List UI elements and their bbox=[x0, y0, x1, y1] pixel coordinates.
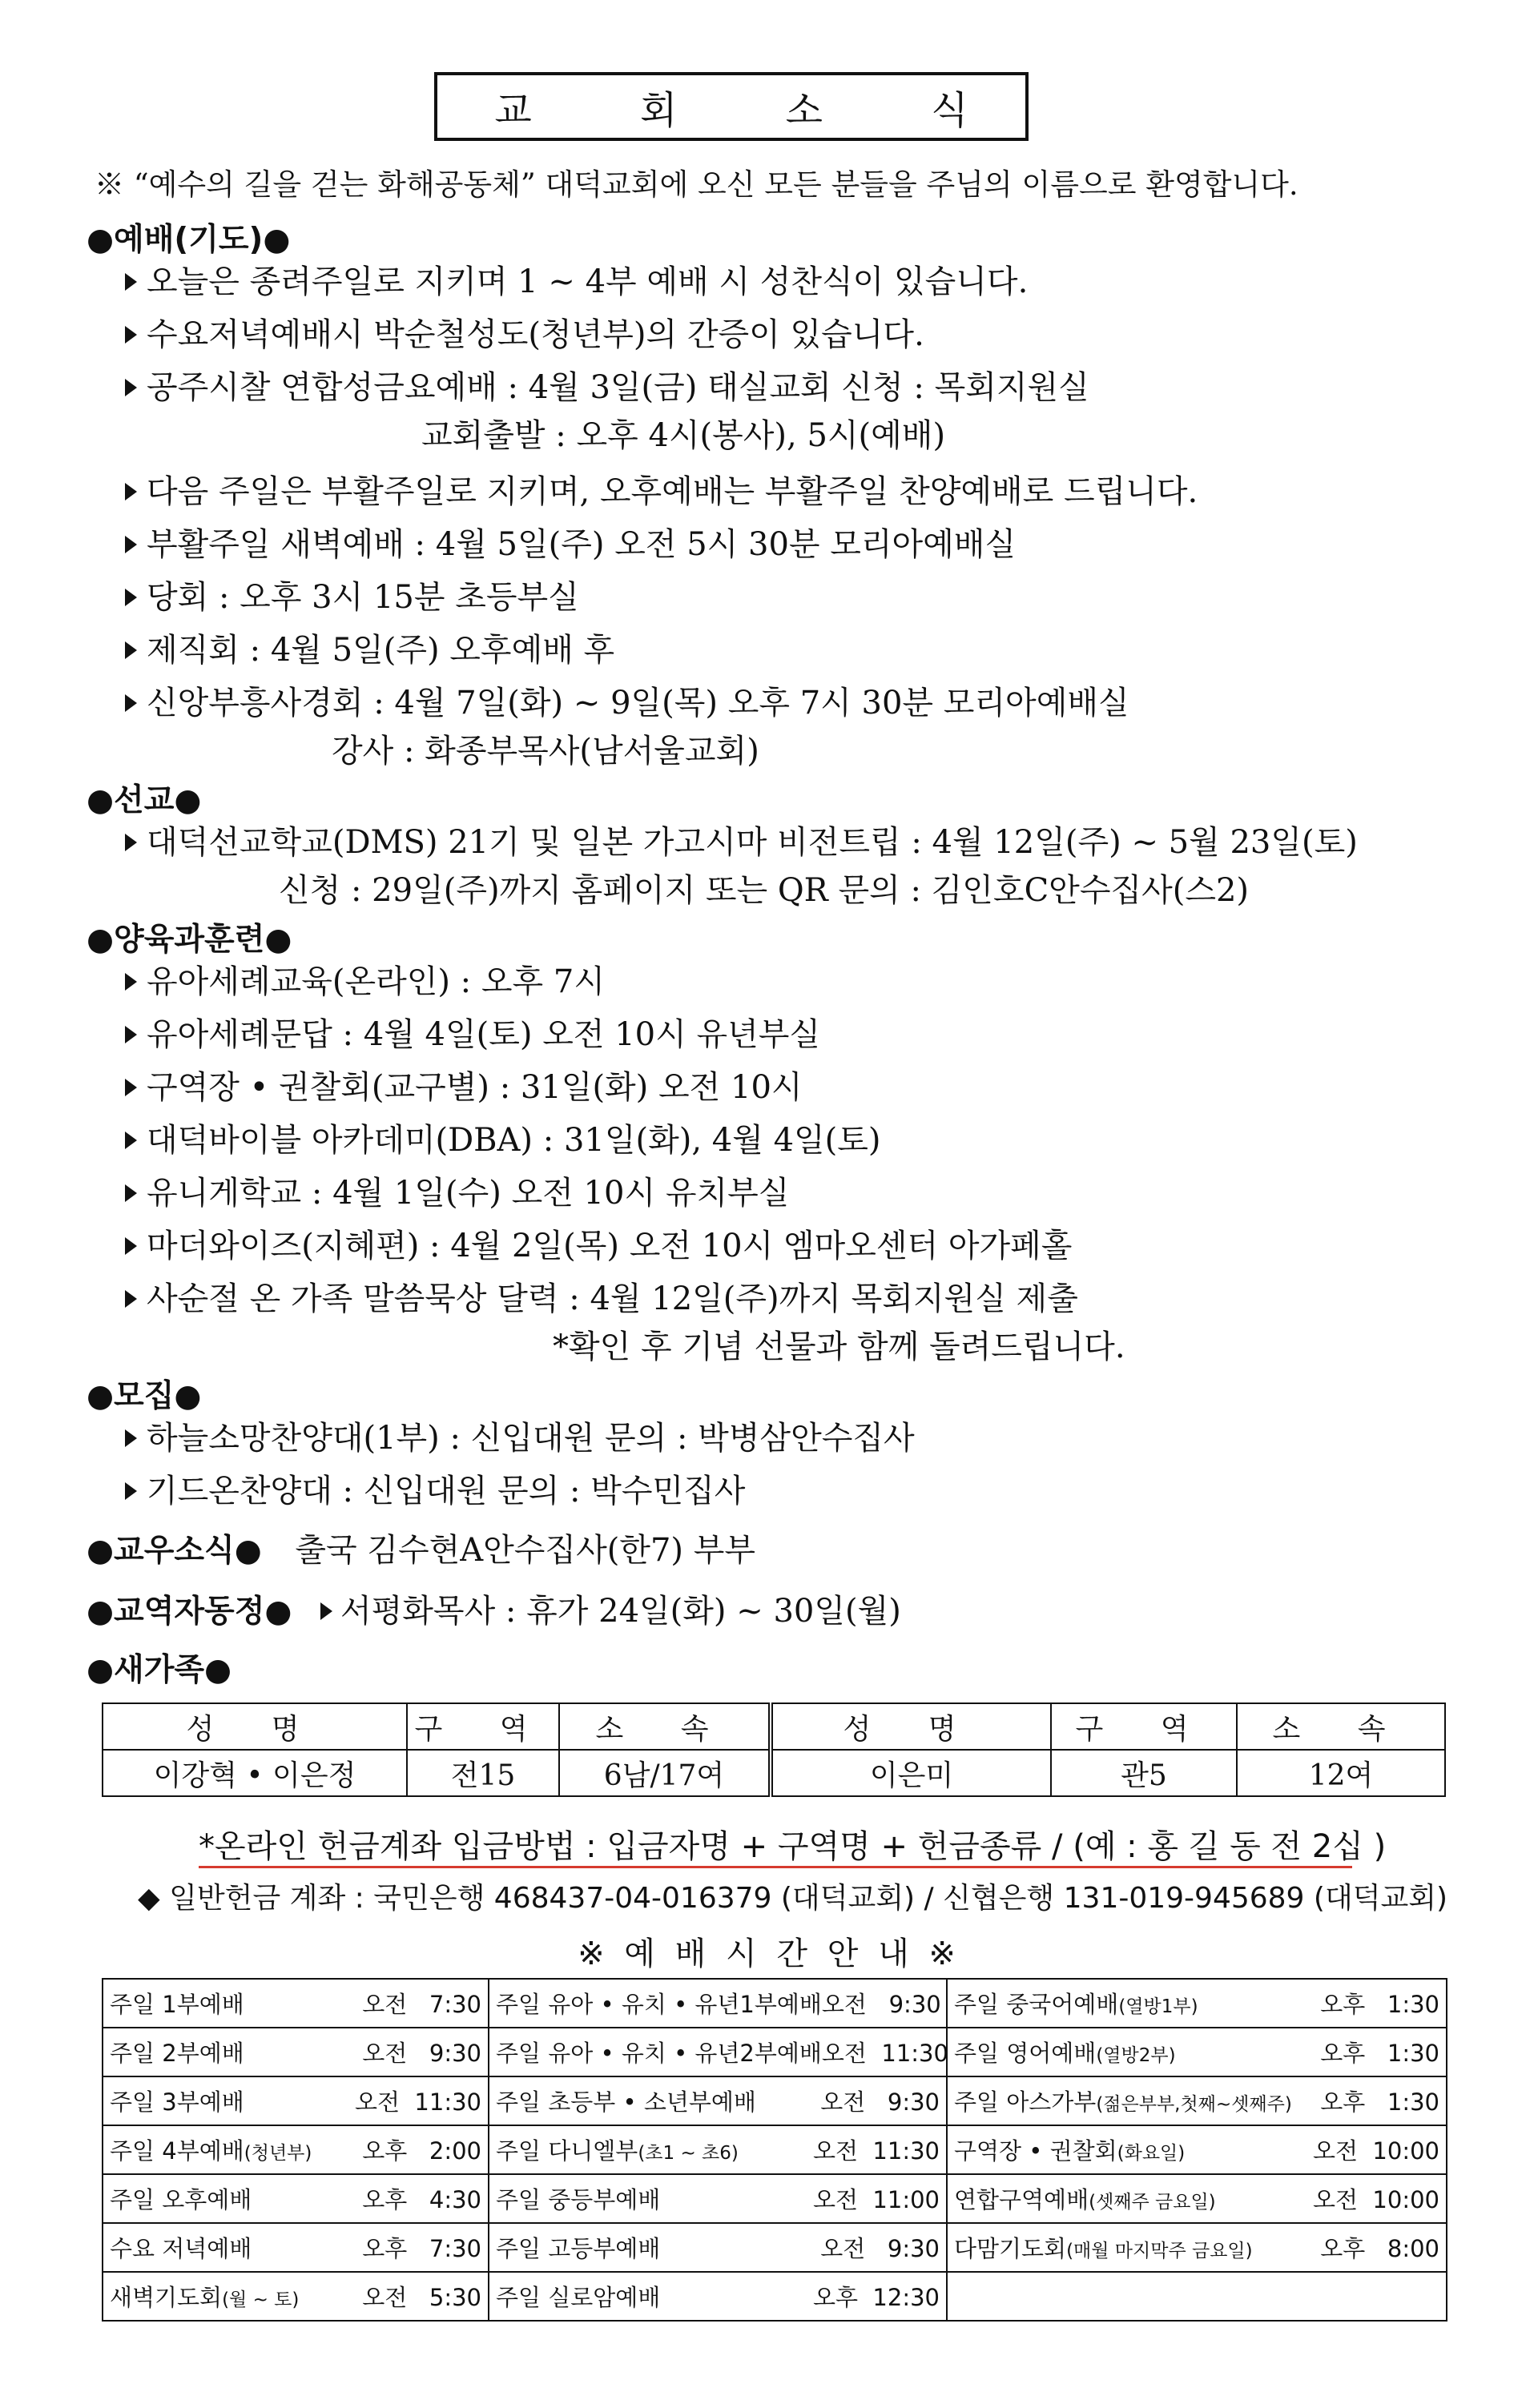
section-worship-head: ●예배(기도)● bbox=[87, 222, 291, 258]
schedule-cell bbox=[103, 2028, 489, 2076]
bullet-triangle-icon bbox=[125, 1482, 137, 1500]
table-row bbox=[103, 2076, 1447, 2125]
bullet-triangle-icon bbox=[125, 834, 137, 851]
worship-item-8: 신앙부흥사경회 : 4월 7일(화) ~ 9일(목) 오후 7시 30분 모리아예배실 bbox=[125, 677, 1129, 723]
schedule-cell bbox=[103, 2076, 489, 2125]
service-name bbox=[110, 2084, 244, 2117]
bullet-triangle-icon bbox=[320, 1602, 332, 1620]
offering-method: *온라인 헌금계좌 입금방법 : 입금자명 + 구역명 + 헌금종류 / (예 : 홍 길 동 전 2십 ) bbox=[199, 1828, 1387, 1865]
service-name bbox=[954, 2084, 1292, 2117]
service-label: 수요 저녁예배 bbox=[110, 2235, 252, 2262]
schedule-cell bbox=[103, 2272, 489, 2321]
service-time: 오후 7:30 bbox=[362, 2235, 481, 2262]
service-time: 오후 1:30 bbox=[1320, 2088, 1439, 2116]
table-cell: 12여 bbox=[1237, 1750, 1445, 1796]
section-newfamily-head: ●새가족● bbox=[87, 1652, 232, 1688]
bullet-triangle-icon bbox=[125, 973, 137, 991]
service-name bbox=[496, 2182, 660, 2215]
worship-item-1: 오늘은 종려주일로 지키며 1 ~ 4부 예배 시 성찬식이 있습니다. bbox=[125, 256, 1028, 302]
table-cell: 이은미 bbox=[771, 1750, 1051, 1796]
service-name bbox=[954, 1987, 1198, 2020]
service-note: (젊은부부,첫째~셋째주) bbox=[1096, 2094, 1292, 2115]
service-name bbox=[954, 2036, 1176, 2068]
recruit-item-2: 기드온찬양대 : 신입대원 문의 : 박수민집사 bbox=[125, 1465, 745, 1511]
service-label: 주일 실로암예배 bbox=[496, 2284, 661, 2311]
welcome-text: ※ “예수의 길을 걷는 화해공동체” 대덕교회에 오신 모든 분들을 주님의 이름으로 환영합니다. bbox=[95, 167, 1298, 202]
service-label: 연합구역예배 bbox=[954, 2186, 1089, 2213]
bullet-triangle-icon bbox=[125, 694, 137, 712]
recruit-item-1: 하늘소망찬양대(1부) : 신입대원 문의 : 박병삼안수집사 bbox=[125, 1413, 915, 1458]
worship-item-3: 공주시찰 연합성금요예배 : 4월 3일(금) 태실교회 신청 : 목회지원실 bbox=[125, 362, 1089, 408]
bullet-triangle-icon bbox=[125, 1079, 137, 1096]
col-header: 소 속 bbox=[1237, 1703, 1445, 1750]
col-header: 구 역 bbox=[1051, 1703, 1237, 1750]
service-time: 오전 11:30 bbox=[821, 2040, 948, 2067]
bullet-triangle-icon bbox=[125, 1429, 137, 1447]
service-name bbox=[496, 1987, 822, 2020]
col-header: 성 명 bbox=[103, 1703, 407, 1750]
service-time: 오전 10:00 bbox=[1312, 2137, 1439, 2165]
worship-item-2: 수요저녁예배시 박순철성도(청년부)의 간증이 있습니다. bbox=[125, 309, 924, 355]
bullet-triangle-icon bbox=[125, 1184, 137, 1202]
service-label: 주일 중국어예배 bbox=[954, 1991, 1119, 2018]
schedule-title: ※ 예 배 시 간 안 내 ※ bbox=[578, 1936, 960, 1972]
col-header: 소 속 bbox=[559, 1703, 771, 1750]
table-row bbox=[103, 1750, 1445, 1796]
training-item-2: 유아세례문답 : 4월 4일(토) 오전 10시 유년부실 bbox=[125, 1009, 820, 1055]
service-time: 오전 9:30 bbox=[362, 2040, 481, 2067]
bullet-triangle-icon bbox=[125, 379, 137, 396]
training-item-1: 유아세례교육(온라인) : 오후 7시 bbox=[125, 956, 605, 1002]
schedule-cell bbox=[947, 2272, 1447, 2321]
service-name bbox=[496, 2231, 660, 2264]
training-item-4: 대덕바이블 아카데미(DBA) : 31일(화), 4월 4일(토) bbox=[125, 1115, 881, 1160]
worship-item-8-cont: 강사 : 화종부목사(남서울교회) bbox=[332, 733, 759, 770]
service-name bbox=[110, 2182, 252, 2215]
table-cell: 관5 bbox=[1051, 1750, 1237, 1796]
schedule-cell bbox=[103, 2125, 489, 2174]
service-time: 오전 5:30 bbox=[362, 2284, 481, 2311]
service-time: 오전 7:30 bbox=[362, 1991, 481, 2018]
service-time: 오후 8:00 bbox=[1320, 2235, 1439, 2262]
service-label: 주일 유아 • 유치 • 유년2부예배 bbox=[496, 2040, 822, 2067]
title-box bbox=[434, 72, 1029, 141]
service-label: 주일 3부예배 bbox=[110, 2088, 244, 2116]
service-name bbox=[110, 2231, 252, 2264]
bullet-triangle-icon bbox=[125, 1290, 137, 1308]
service-label: 새벽기도회 bbox=[110, 2284, 223, 2311]
service-label: 다맘기도회 bbox=[954, 2235, 1067, 2262]
service-label: 주일 중등부예배 bbox=[496, 2186, 661, 2213]
service-time: 오전 11:30 bbox=[354, 2088, 481, 2116]
worship-item-6: 당회 : 오후 3시 15분 초등부실 bbox=[125, 572, 579, 617]
bullet-triangle-icon bbox=[125, 273, 137, 291]
service-label: 주일 1부예배 bbox=[110, 1991, 244, 2018]
newfamily-header-row bbox=[103, 1703, 1445, 1750]
service-note: (월 ~ 토) bbox=[222, 2289, 300, 2310]
table-row bbox=[103, 2272, 1447, 2321]
service-time: 오후 2:00 bbox=[362, 2137, 481, 2165]
service-label: 주일 유아 • 유치 • 유년1부예배 bbox=[496, 1991, 822, 2018]
table-row bbox=[103, 1979, 1447, 2028]
page-title: 교 회 소 식 bbox=[494, 87, 1017, 133]
section-training-head: ●양육과훈련● bbox=[87, 922, 292, 958]
table-row bbox=[103, 2174, 1447, 2223]
section-mission-head: ●선교● bbox=[87, 782, 202, 818]
service-note: (셋째주 금요일) bbox=[1089, 2192, 1216, 2213]
worship-item-5: 부활주일 새벽예배 : 4월 5일(주) 오전 5시 30분 모리아예배실 bbox=[125, 519, 1016, 565]
service-label: 주일 4부예배 bbox=[110, 2137, 244, 2165]
service-note: (열방1부) bbox=[1118, 1996, 1198, 2017]
worship-item-3-cont: 교회출발 : 오후 4시(봉사), 5시(예배) bbox=[421, 417, 946, 454]
section-staff: ●교역자동정● 서평화목사 : 휴가 24일(화) ~ 30일(월) bbox=[87, 1593, 901, 1630]
bullet-triangle-icon bbox=[125, 536, 137, 553]
schedule-cell bbox=[103, 2174, 489, 2223]
newfamily-table bbox=[102, 1702, 1446, 1797]
training-item-7-cont: *확인 후 기념 선물과 함께 돌려드립니다. bbox=[553, 1329, 1125, 1365]
service-name bbox=[110, 2280, 299, 2313]
worship-item-4: 다음 주일은 부활주일로 지키며, 오후예배는 부활주일 찬양예배로 드립니다. bbox=[125, 466, 1198, 512]
worship-item-7: 제직회 : 4월 5일(주) 오후예배 후 bbox=[125, 625, 614, 670]
service-note: (초1 ~ 초6) bbox=[638, 2143, 739, 2164]
service-label: 주일 2부예배 bbox=[110, 2040, 244, 2067]
service-label: 주일 아스가부 bbox=[954, 2088, 1097, 2116]
schedule-cell bbox=[489, 2028, 947, 2076]
schedule-cell bbox=[489, 2174, 947, 2223]
service-name bbox=[954, 2133, 1185, 2166]
training-item-5: 유니게학교 : 4월 1일(수) 오전 10시 유치부실 bbox=[125, 1168, 789, 1213]
schedule-cell bbox=[103, 1979, 489, 2028]
service-label: 주일 초등부 • 소년부예배 bbox=[496, 2088, 756, 2116]
schedule-cell bbox=[489, 2076, 947, 2125]
service-note: (청년부) bbox=[244, 2143, 312, 2164]
mission-item: 대덕선교학교(DMS) 21기 및 일본 가고시마 비전트립 : 4월 12일(주) ~ 5월 23일(토) bbox=[125, 817, 1358, 862]
training-item-7: 사순절 온 가족 말씀묵상 달력 : 4월 12일(주)까지 목회지원실 제출 bbox=[125, 1273, 1078, 1319]
service-label: 주일 영어예배 bbox=[954, 2040, 1097, 2067]
service-name bbox=[110, 1987, 244, 2020]
schedule-cell bbox=[103, 2223, 489, 2272]
training-item-3: 구역장 • 권찰회(교구별) : 31일(화) 오전 10시 bbox=[125, 1062, 803, 1108]
table-cell: 전15 bbox=[407, 1750, 559, 1796]
section-recruit-head: ●모집● bbox=[87, 1378, 202, 1414]
service-name bbox=[496, 2133, 739, 2166]
service-name bbox=[496, 2036, 822, 2068]
schedule-cell bbox=[489, 2125, 947, 2174]
bullet-triangle-icon bbox=[125, 589, 137, 606]
schedule-cell bbox=[489, 2223, 947, 2272]
staff-text: 서평화목사 : 휴가 24일(화) ~ 30일(월) bbox=[320, 1593, 901, 1630]
service-time: 오전 10:00 bbox=[1312, 2186, 1439, 2213]
service-label: 구역장 • 권찰회 bbox=[954, 2137, 1117, 2165]
service-name bbox=[954, 2231, 1253, 2264]
service-time: 오전 11:30 bbox=[812, 2137, 940, 2165]
service-time: 오전 9:30 bbox=[820, 2235, 940, 2262]
bullet-triangle-icon bbox=[125, 483, 137, 500]
service-name bbox=[954, 2182, 1216, 2215]
service-time: 오후 4:30 bbox=[362, 2186, 481, 2213]
bullet-triangle-icon bbox=[125, 1132, 137, 1149]
table-row bbox=[103, 2028, 1447, 2076]
schedule-table bbox=[102, 1978, 1447, 2322]
service-note: (화요일) bbox=[1117, 2143, 1186, 2164]
service-time: 오후 1:30 bbox=[1320, 1991, 1439, 2018]
service-name bbox=[496, 2280, 660, 2313]
service-label: 주일 오후예배 bbox=[110, 2186, 252, 2213]
service-label: 주일 다니엘부 bbox=[496, 2137, 638, 2165]
service-note: (열방2부) bbox=[1096, 2045, 1176, 2066]
schedule-cell bbox=[489, 1979, 947, 2028]
service-name bbox=[110, 2036, 244, 2068]
col-header: 성 명 bbox=[771, 1703, 1051, 1750]
service-time: 오전 9:30 bbox=[821, 1991, 941, 2018]
schedule-cell bbox=[947, 2028, 1447, 2076]
col-header: 구 역 bbox=[407, 1703, 559, 1750]
table-cell: 6남/17여 bbox=[559, 1750, 771, 1796]
service-label: 주일 고등부예배 bbox=[496, 2235, 661, 2262]
service-time: 오후 12:30 bbox=[812, 2284, 940, 2311]
table-row bbox=[103, 2223, 1447, 2272]
service-name bbox=[110, 2133, 312, 2166]
training-item-6: 마더와이즈(지혜편) : 4월 2일(목) 오전 10시 엠마오센터 아가페홀 bbox=[125, 1220, 1072, 1266]
bullet-triangle-icon bbox=[125, 1026, 137, 1043]
table-cell: 이강혁 • 이은정 bbox=[103, 1750, 407, 1796]
table-row bbox=[103, 2125, 1447, 2174]
bullet-triangle-icon bbox=[125, 1237, 137, 1255]
service-time: 오후 1:30 bbox=[1320, 2040, 1439, 2067]
schedule-cell bbox=[489, 2272, 947, 2321]
schedule-cell bbox=[947, 1979, 1447, 2028]
section-members: ●교우소식● 출국 김수현A안수집사(한7) 부부 bbox=[87, 1532, 755, 1569]
service-note: (매월 마지막주 금요일) bbox=[1066, 2241, 1253, 2261]
service-name bbox=[496, 2084, 756, 2117]
service-time: 오전 9:30 bbox=[820, 2088, 940, 2116]
schedule-cell bbox=[947, 2125, 1447, 2174]
members-text: 출국 김수현A안수집사(한7) 부부 bbox=[295, 1532, 755, 1569]
offering-account: ◆ 일반헌금 계좌 : 국민은행 468437-04-016379 (대덕교회) / 신협은행 131-019-945689 (대덕교회) bbox=[138, 1882, 1448, 1915]
schedule-cell bbox=[947, 2076, 1447, 2125]
schedule-cell bbox=[947, 2223, 1447, 2272]
bullet-triangle-icon bbox=[125, 326, 137, 344]
mission-item-cont: 신청 : 29일(주)까지 홈페이지 또는 QR 문의 : 김인호C안수집사(스2) bbox=[279, 872, 1250, 909]
schedule-cell bbox=[947, 2174, 1447, 2223]
bullet-triangle-icon bbox=[125, 641, 137, 659]
service-time: 오전 11:00 bbox=[812, 2186, 940, 2213]
offering-underline bbox=[199, 1866, 1352, 1868]
